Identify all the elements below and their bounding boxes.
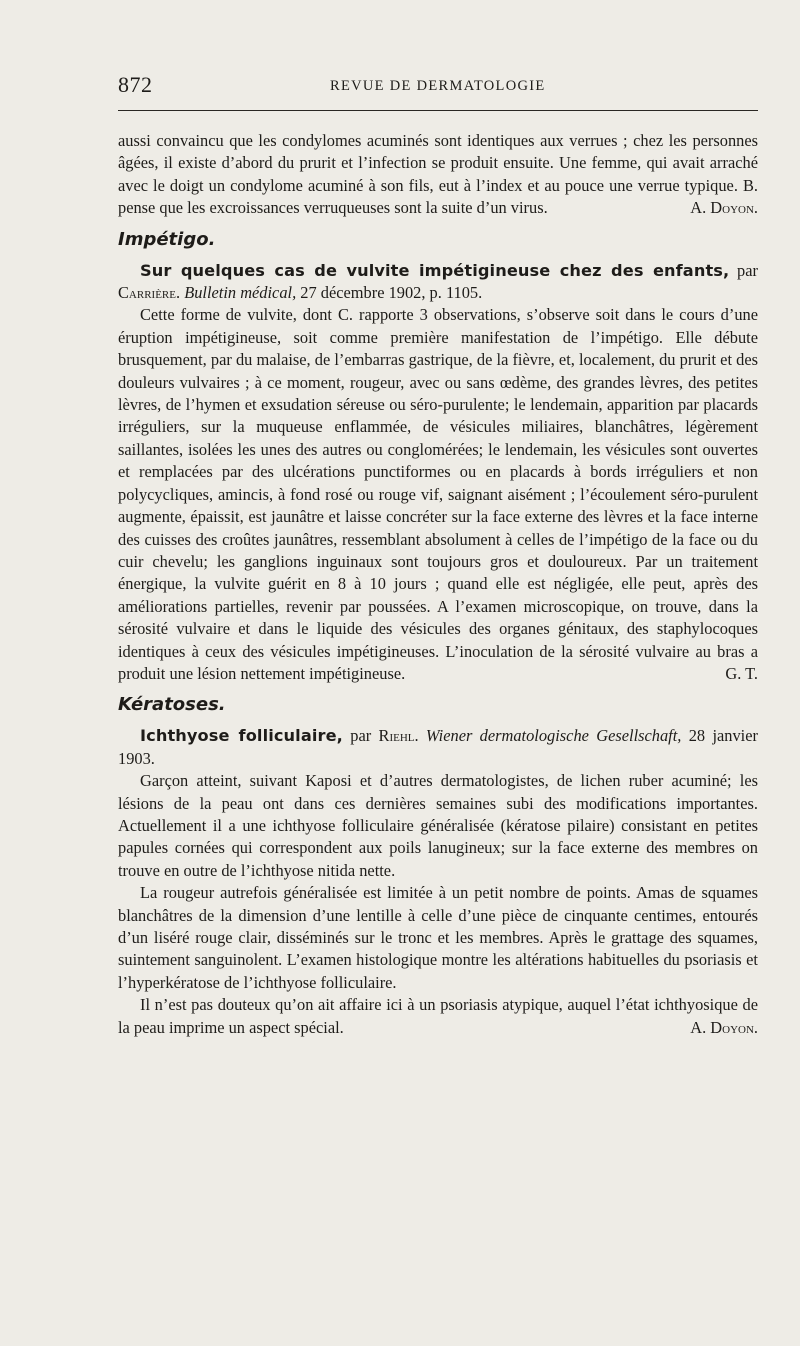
section-heading-keratoses: Kératoses. <box>118 694 226 716</box>
article-body-vulvite <box>118 304 758 685</box>
article-author: Carrière. <box>118 283 181 303</box>
article-by: par <box>737 260 758 280</box>
running-title: REVUE DE DERMATOLOGIE <box>330 78 546 94</box>
article-body-text: Cette forme de vulvite, dont C. rapporte 3 observations, s’observe soit dans le cours d’une éruption impétigineuse, soit comme première manifestation de l’impétigo. Elle débute brusquement, par du malaise, de l’embarras gastrique, de la fièvre, et, localement, du prurit et des douleurs vulvaires ; à ce moment, rougeur, avec ou sans œdème, des grandes lèvres, des petites lèvres, de l’hymen et exsudation séreuse ou séro-purulente; le lendemain, apparition par placards irréguliers, sur la muqueuse enflammée, de vésicules miliaires, blanchâtres, légèrement saillantes, isolées les unes des autres ou conglomérées; le lendemain, les vésicules sont ouvertes et remplacées par des ulcérations punctiformes ou en placards à bords irréguliers et non polycycliques, amincis, à fond rosé ou rouge vif, saignant aisément ; l’écoulement séro-purulent augmente, épaissit, est jaunâtre et laisse concréter sur la face externe des lèvres et la face interne des cuisses des croûtes jaunâtres, ressemblant absolument à celles de l’impétigo de la face ou du cuir chevelu; les ganglions inguinaux sont toujours gros et douloureux. Par un traitement énergique, la vulvite guérit en 8 à 10 jours ; quand elle est négligée, elle peut, après des améliorations partielles, revenir par poussées. A l’examen microscopique, on trouve, dans la sérosité vulvaire et dans le liquide des vésicules des organes génitaux, des staphylocoques identiques à ceux des vésicules impétigineuses. L’inoculation de la sérosité vulvaire au bras a produit une lésion nettement impétigineuse. <box>118 305 758 683</box>
page-header <box>118 72 758 102</box>
article-citation-vulvite <box>118 260 758 305</box>
article-title: Sur quelques cas de vulvite impétigineuse chez des enfants, <box>140 260 730 280</box>
article-by: par <box>350 726 372 746</box>
carryover-signature: A. Doyon. <box>690 198 758 218</box>
article-paragraph: Garçon atteint, suivant Kaposi et d’autres dermatologistes, de lichen ruber acuminé; les lésions de la peau ont dans ces dernières semaines subi des modifications importantes. Actuellement il a une ichthyose folliculaire généralisée (kératose pilaire) consistant en petites papules cornées qui correspondent aux poils lanugineux; sur la face externe des membres on trouve en outre de l’ichthyose nitida nette. <box>118 771 758 880</box>
page-body <box>118 130 758 1039</box>
carryover-text: aussi convaincu que les condylomes acuminés sont identiques aux verrues ; chez les personnes âgées, il existe d’abord du prurit et l’infection se produit ensuite. Une femme, qui avait arraché avec le doigt un condylome acuminé à son fils, eut à l’index et au pouce une verrue typique. B. pense que les excroissances verruqueuses sont la suite d’un virus. <box>118 131 758 218</box>
article-author: Riehl. <box>378 726 419 746</box>
article-paragraph-final <box>118 994 758 1039</box>
article-reference: 27 décembre 1902, p. 1105. <box>300 283 483 303</box>
article-journal: Wiener dermatologische Gesellschaft, <box>425 726 682 746</box>
article-title: Ichthyose folliculaire, <box>140 726 343 746</box>
article-reference: 28 janvier 1903. <box>118 726 758 768</box>
carryover-paragraph <box>118 130 758 220</box>
article-journal: Bulletin médical, <box>184 283 297 303</box>
article-paragraph-text: Il n’est pas douteux qu’on ait affaire ici à un psoriasis atypique, auquel l’état ichthyosique de la peau imprime un aspect spécial. <box>118 995 758 1037</box>
article-signature: A. Doyon. <box>690 1017 758 1037</box>
page-number: 872 <box>118 72 153 97</box>
article-citation-ichthyose <box>118 725 758 770</box>
article-paragraph: La rougeur autrefois généralisée est limitée à un petit nombre de points. Amas de squames blanchâtres de la dimension d’une lentille à celle d’une pièce de cinquante centimes, entourés d’un liséré rouge clair, disséminés sur le tronc et les membres. Après le grattage des squames, suintement sanguinolent. L’examen histologique montre les altérations habituelles du psoriasis et l’hyperkératose de l’ichthyose folliculaire. <box>118 883 758 992</box>
section-heading-impetigo: Impétigo. <box>118 228 216 250</box>
header-rule <box>118 110 758 111</box>
article-signature: G. T. <box>725 663 758 683</box>
